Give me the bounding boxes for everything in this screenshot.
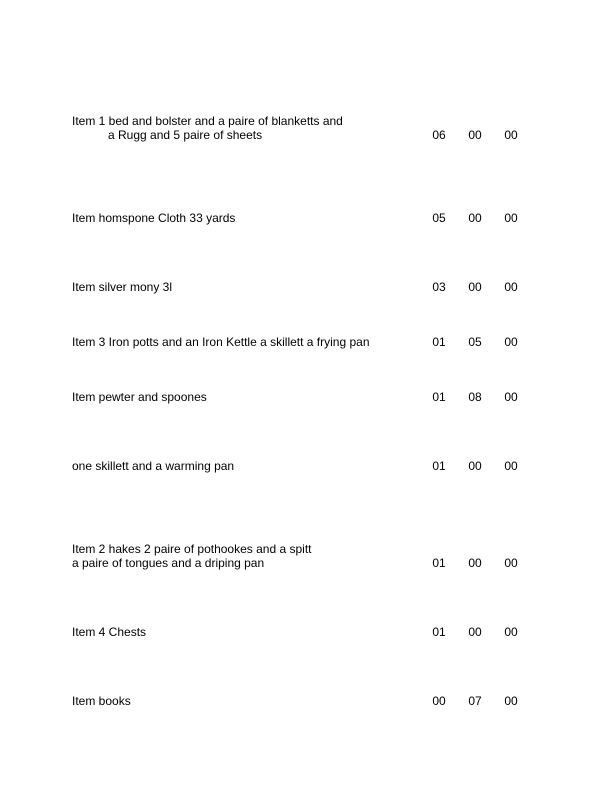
- pence-value: 00: [504, 211, 518, 225]
- description-line: Item homspone Cloth 33 yards: [72, 211, 236, 225]
- description-line: a Rugg and 5 paire of sheets: [108, 128, 263, 142]
- pounds-value: 01: [432, 556, 446, 570]
- shillings-value: 08: [468, 390, 482, 404]
- description-line: Item 4 Chests: [72, 625, 147, 639]
- shillings-value: 00: [468, 625, 482, 639]
- entry-description: [72, 280, 402, 294]
- pence-value: 00: [504, 390, 518, 404]
- description-line: Item 3 Iron potts and an Iron Kettle a skillett a frying pan: [72, 335, 370, 349]
- pounds-value: 01: [432, 390, 446, 404]
- pence-value: 00: [504, 459, 518, 473]
- description-line: Item silver mony 3l: [72, 280, 173, 294]
- entry-description: [72, 542, 402, 570]
- entry-description: [72, 459, 402, 473]
- pounds-value: 01: [432, 459, 446, 473]
- description-line: Item 1 bed and bolster and a paire of blanketts and: [72, 114, 343, 128]
- description-line: Item 2 hakes 2 paire of pothookes and a spitt: [72, 542, 312, 556]
- pence-value: 00: [504, 625, 518, 639]
- pounds-value: 01: [432, 625, 446, 639]
- entry-description: [72, 625, 402, 639]
- entry-description: [72, 211, 402, 225]
- description-line: Item pewter and spoones: [72, 390, 207, 404]
- pence-value: 00: [504, 335, 518, 349]
- pounds-value: 01: [432, 335, 446, 349]
- pounds-value: 00: [432, 694, 446, 708]
- description-line: one skillett and a warming pan: [72, 459, 235, 473]
- description-line: a paire of tongues and a driping pan: [72, 556, 265, 570]
- description-line: Item books: [72, 694, 131, 708]
- entry-description: [72, 694, 402, 708]
- pounds-value: 03: [432, 280, 446, 294]
- shillings-value: 00: [468, 280, 482, 294]
- shillings-value: 00: [468, 459, 482, 473]
- pounds-value: 05: [432, 211, 446, 225]
- shillings-value: 00: [468, 556, 482, 570]
- shillings-value: 00: [468, 211, 482, 225]
- entry-description: [72, 114, 402, 142]
- shillings-value: 05: [468, 335, 482, 349]
- pounds-value: 06: [432, 128, 446, 142]
- pence-value: 00: [504, 694, 518, 708]
- shillings-value: 00: [468, 128, 482, 142]
- pence-value: 00: [504, 556, 518, 570]
- entry-description: [72, 390, 402, 404]
- shillings-value: 07: [468, 694, 482, 708]
- pence-value: 00: [504, 128, 518, 142]
- pence-value: 00: [504, 280, 518, 294]
- entry-description: [72, 335, 402, 349]
